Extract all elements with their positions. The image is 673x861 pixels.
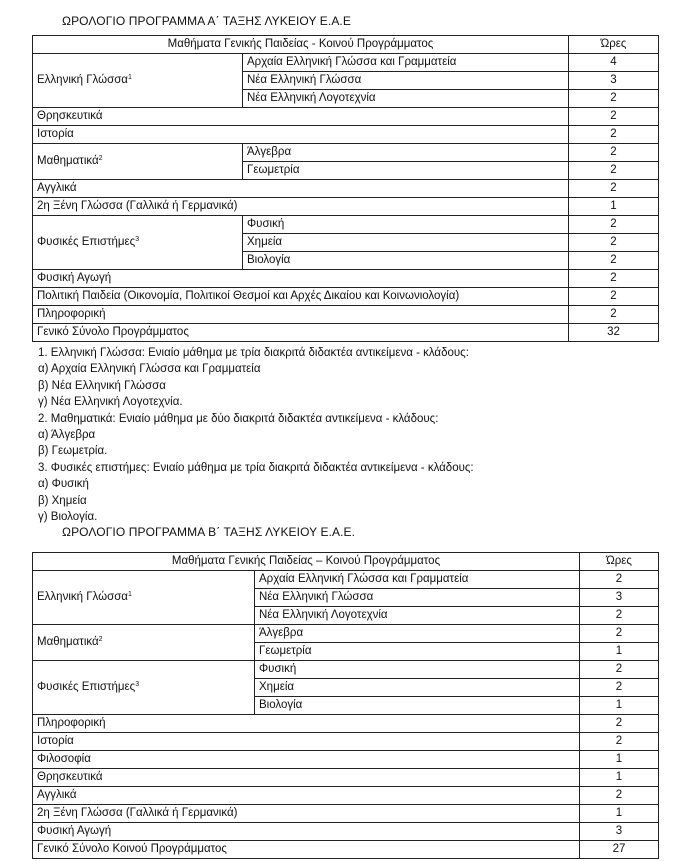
branch-cell: Βιολογία bbox=[243, 252, 569, 270]
table-row bbox=[33, 180, 659, 198]
table-b-title: ΩΡΟΛΟΓΙΟ ΠΡΟΓΡΑΜΜΑ Β΄ ΤΑΞΗΣ ΛΥΚΕΙΟΥ Ε.Α.Ε. bbox=[62, 525, 356, 539]
hours-cell: 1 bbox=[580, 697, 659, 715]
subject-cell bbox=[33, 144, 243, 180]
hours-cell: 2 bbox=[580, 715, 659, 733]
footnote-line: α) Αρχαία Ελληνική Γλώσσα και Γραμματεία bbox=[38, 363, 261, 376]
table-row bbox=[33, 54, 659, 72]
table-a-title: ΩΡΟΛΟΓΙΟ ΠΡΟΓΡΑΜΜΑ Α΄ ΤΑΞΗΣ ΛΥΚΕΙΟΥ Ε.Α.Ε bbox=[62, 14, 351, 28]
table-row bbox=[33, 126, 659, 144]
hours-cell: 32 bbox=[569, 324, 659, 342]
subject-cell: Πολιτική Παιδεία (Οικονομία, Πολιτικοί Θεσμοί και Αρχές Δικαίου και Κοινωνιολογία) bbox=[33, 288, 569, 306]
hours-cell: 2 bbox=[569, 234, 659, 252]
schedule-table-grade-a bbox=[32, 35, 659, 342]
hours-cell: 2 bbox=[569, 216, 659, 234]
subject-cell: Αγγλικά bbox=[33, 787, 580, 805]
table-row bbox=[33, 715, 659, 733]
branch-cell: Βιολογία bbox=[255, 697, 580, 715]
branch-cell: Νέα Ελληνική Γλώσσα bbox=[255, 589, 580, 607]
branch-cell: Χημεία bbox=[243, 234, 569, 252]
footnote-ref: 1 bbox=[127, 74, 132, 81]
subject-cell: 2η Ξένη Γλώσσα (Γαλλικά ή Γερμανικά) bbox=[33, 805, 580, 823]
hours-cell: 2 bbox=[580, 571, 659, 589]
branch-cell: Νέα Ελληνική Γλώσσα bbox=[243, 72, 569, 90]
subject-cell: Φιλοσοφία bbox=[33, 751, 580, 769]
hours-cell: 1 bbox=[580, 643, 659, 661]
hours-cell: 1 bbox=[580, 805, 659, 823]
subject-cell: 2η Ξένη Γλώσσα (Γαλλικά ή Γερμανικά) bbox=[33, 198, 569, 216]
hours-cell: 2 bbox=[580, 607, 659, 625]
hours-cell: 2 bbox=[569, 126, 659, 144]
hours-cell: 2 bbox=[569, 108, 659, 126]
branch-cell: Νέα Ελληνική Λογοτεχνία bbox=[255, 607, 580, 625]
table-row bbox=[33, 144, 659, 162]
subject-cell bbox=[33, 661, 255, 715]
footnote-ref: 2 bbox=[98, 155, 103, 162]
subject-cell bbox=[33, 625, 255, 661]
header-hours: Ώρες bbox=[580, 553, 659, 571]
table-row bbox=[33, 769, 659, 787]
hours-cell: 3 bbox=[569, 72, 659, 90]
subject-name: Φυσικές Επιστήμες bbox=[37, 681, 136, 693]
hours-cell: 27 bbox=[580, 841, 659, 859]
footnote-ref: 2 bbox=[98, 636, 103, 643]
branch-cell: Άλγεβρα bbox=[243, 144, 569, 162]
hours-cell: 1 bbox=[580, 751, 659, 769]
table-row bbox=[33, 661, 659, 679]
table-row bbox=[33, 288, 659, 306]
subject-cell: Θρησκευτικά bbox=[33, 769, 580, 787]
table-row bbox=[33, 787, 659, 805]
footnote-line: 3. Φυσικές επιστήμες: Ενιαίο μάθημα με τρία διακριτά διδακτέα αντικείμενα - κλάδους: bbox=[38, 461, 474, 474]
subject-name: Μαθηματικά bbox=[37, 636, 99, 648]
branch-cell: Γεωμετρία bbox=[255, 643, 580, 661]
header-subjects: Μαθήματα Γενικής Παιδείας – Κοινού Προγράμματος bbox=[33, 553, 580, 571]
header-subjects: Μαθήματα Γενικής Παιδείας - Κοινού Προγράμματος bbox=[33, 36, 569, 54]
subject-cell: Πληροφορική bbox=[33, 306, 569, 324]
table-row bbox=[33, 751, 659, 769]
hours-cell: 2 bbox=[580, 679, 659, 697]
subject-cell bbox=[33, 571, 255, 625]
subject-name: Ελληνική Γλώσσα bbox=[37, 74, 128, 86]
footnote-line: α) Άλγεβρα bbox=[38, 428, 96, 441]
branch-cell: Νέα Ελληνική Λογοτεχνία bbox=[243, 90, 569, 108]
footnote-line: β) Χημεία bbox=[38, 494, 87, 507]
subject-cell: Φυσική Αγωγή bbox=[33, 823, 580, 841]
table-row bbox=[33, 733, 659, 751]
hours-cell: 2 bbox=[580, 733, 659, 751]
hours-cell: 2 bbox=[580, 787, 659, 805]
table-row bbox=[33, 823, 659, 841]
subject-cell: Ιστορία bbox=[33, 733, 580, 751]
header-row bbox=[33, 553, 659, 571]
footnote-line: α) Φυσική bbox=[38, 478, 89, 491]
hours-cell: 3 bbox=[580, 823, 659, 841]
table-row bbox=[33, 571, 659, 589]
hours-cell: 2 bbox=[569, 162, 659, 180]
footnote-ref: 1 bbox=[127, 591, 132, 598]
branch-cell: Φυσική bbox=[243, 216, 569, 234]
branch-cell: Γεωμετρία bbox=[243, 162, 569, 180]
footnote-line: 1. Ελληνική Γλώσσα: Ενιαίο μάθημα με τρία διακριτά διδακτέα αντικείμενα - κλάδους: bbox=[38, 347, 469, 359]
branch-cell: Αρχαία Ελληνική Γλώσσα και Γραμματεία bbox=[255, 571, 580, 589]
hours-cell: 2 bbox=[580, 625, 659, 643]
footnote-ref: 3 bbox=[135, 236, 140, 243]
footnote-line: 2. Μαθηματικά: Ενιαίο μάθημα με δύο διακριτά διδακτέα αντικείμενα - κλάδους: bbox=[38, 412, 439, 425]
hours-cell: 4 bbox=[569, 54, 659, 72]
subject-cell bbox=[33, 54, 243, 108]
table-row bbox=[33, 841, 659, 859]
subject-name: Μαθηματικά bbox=[37, 155, 99, 167]
table-row bbox=[33, 805, 659, 823]
table-row bbox=[33, 108, 659, 126]
header-row bbox=[33, 36, 659, 54]
table-row bbox=[33, 324, 659, 342]
hours-cell: 2 bbox=[569, 90, 659, 108]
hours-cell: 1 bbox=[580, 769, 659, 787]
footnote-line: β) Γεωμετρία. bbox=[38, 445, 108, 458]
hours-cell: 2 bbox=[569, 288, 659, 306]
schedule-table-grade-b bbox=[32, 552, 659, 859]
table-row bbox=[33, 270, 659, 288]
footnote-ref: 3 bbox=[135, 681, 140, 688]
hours-cell: 3 bbox=[580, 589, 659, 607]
footnote-line: β) Νέα Ελληνική Γλώσσα bbox=[38, 379, 166, 392]
subject-cell: Γενικό Σύνολο Προγράμματος bbox=[33, 324, 569, 342]
table-row bbox=[33, 216, 659, 234]
footnote-line: γ) Βιολογία. bbox=[38, 510, 98, 523]
subject-cell: Θρησκευτικά bbox=[33, 108, 569, 126]
footnotes-grade-a bbox=[38, 345, 658, 525]
hours-cell: 2 bbox=[569, 144, 659, 162]
hours-cell: 1 bbox=[569, 198, 659, 216]
hours-cell: 2 bbox=[569, 252, 659, 270]
table-row bbox=[33, 625, 659, 643]
branch-cell: Χημεία bbox=[255, 679, 580, 697]
subject-cell: Ιστορία bbox=[33, 126, 569, 144]
subject-cell: Γενικό Σύνολο Κοινού Προγράμματος bbox=[33, 841, 580, 859]
subject-cell: Αγγλικά bbox=[33, 180, 569, 198]
footnote-line: γ) Νέα Ελληνική Λογοτεχνία. bbox=[38, 396, 183, 409]
branch-cell: Φυσική bbox=[255, 661, 580, 679]
subject-cell bbox=[33, 216, 243, 270]
branch-cell: Αρχαία Ελληνική Γλώσσα και Γραμματεία bbox=[243, 54, 569, 72]
subject-name: Ελληνική Γλώσσα bbox=[37, 591, 128, 603]
table-row bbox=[33, 306, 659, 324]
hours-cell: 2 bbox=[569, 306, 659, 324]
branch-cell: Άλγεβρα bbox=[255, 625, 580, 643]
subject-cell: Πληροφορική bbox=[33, 715, 580, 733]
table-row bbox=[33, 198, 659, 216]
hours-cell: 2 bbox=[569, 180, 659, 198]
subject-name: Φυσικές Επιστήμες bbox=[37, 236, 136, 248]
hours-cell: 2 bbox=[569, 270, 659, 288]
hours-cell: 2 bbox=[580, 661, 659, 679]
header-hours: Ώρες bbox=[569, 36, 659, 54]
subject-cell: Φυσική Αγωγή bbox=[33, 270, 569, 288]
